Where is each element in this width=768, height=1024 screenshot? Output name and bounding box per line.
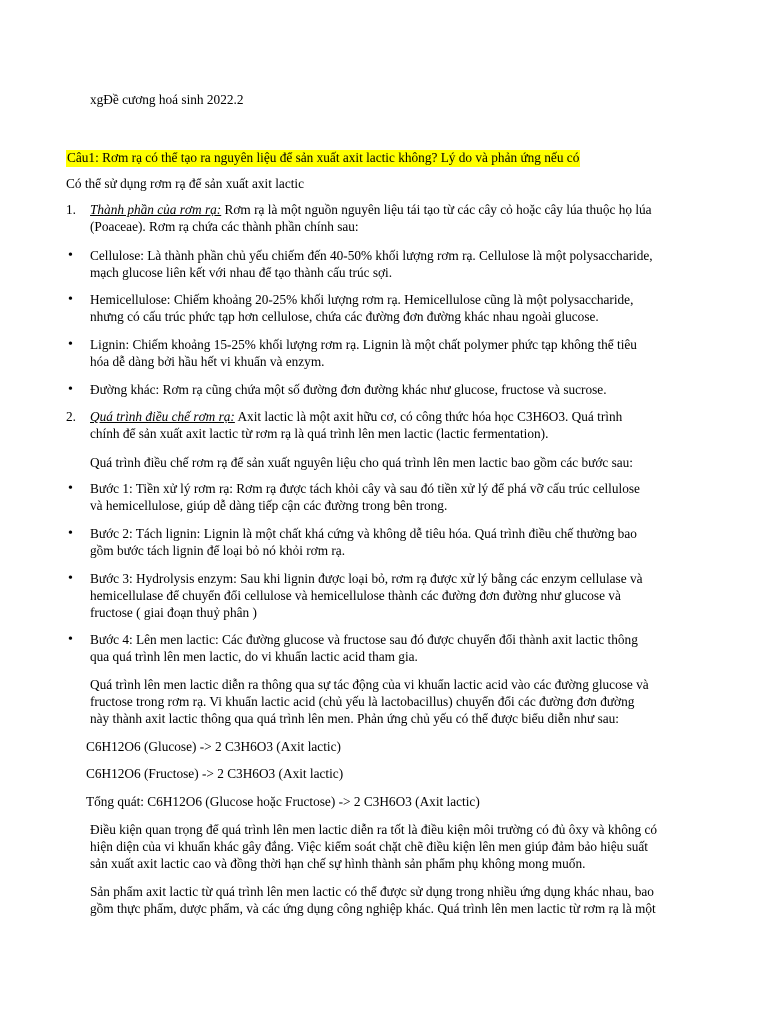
section-1-number: 1. — [66, 202, 76, 217]
section-2-line1: Axit lactic là một axit hữu cơ, có công thức hóa học C3H6O3. Quá trình — [234, 409, 623, 424]
list-item: fructose ( giai đoạn thuỷ phân ) — [90, 605, 257, 620]
bullet-dot: • — [68, 382, 73, 397]
paragraph: Quá trình điều chế rơm rạ để sản xuất nguyên liệu cho quá trình lên men lactic bao gồm các bước sau: — [90, 455, 633, 470]
equation-glucose: C6H12O6 (Glucose) -> 2 C3H6O3 (Axit lactic) — [86, 739, 341, 754]
section-1-line2: (Poaceae). Rơm rạ chứa các thành phần chính sau: — [90, 219, 359, 234]
list-item: Hemicellulose: Chiếm khoảng 20-25% khối lượng rơm rạ. Hemicellulose cũng là một polysaccharide, — [90, 292, 634, 307]
paragraph: gồm thực phẩm, dược phẩm, và các ứng dụng công nghiệp khác. Quá trình lên men lactic từ rơm rạ là một — [90, 901, 656, 916]
paragraph: hiện diện của vi khuẩn khác gây đắng. Việc kiểm soát chặt chẽ điều kiện lên men giúp đảm bảo hiệu suất — [90, 839, 648, 854]
bullet-dot: • — [68, 292, 73, 307]
bullet-dot: • — [68, 337, 73, 352]
section-1-line1: Rơm rạ là một nguồn nguyên liệu tái tạo từ các cây cỏ hoặc cây lúa thuộc họ lúa — [221, 202, 652, 217]
list-item: hóa dễ dàng bởi hầu hết vi khuẩn và enzym. — [90, 354, 325, 369]
paragraph: Quá trình lên men lactic diễn ra thông qua sự tác động của vi khuẩn lactic acid vào các đường glucose và — [90, 677, 649, 692]
paragraph: Điều kiện quan trọng để quá trình lên men lactic diễn ra tốt là điều kiện môi trường có đủ ôxy và không có — [90, 822, 658, 837]
paragraph: này thành axit lactic thông qua quá trình lên men. Phản ứng chủ yếu có thể được biểu diễn như sau: — [90, 711, 619, 726]
section-2-text — [90, 409, 690, 426]
list-item: gồm bước tách lignin để loại bỏ nó khỏi rơm rạ. — [90, 543, 346, 558]
list-item: mạch glucose liên kết với nhau để tạo thành cấu trúc sợi. — [90, 265, 393, 280]
bullet-dot: • — [68, 526, 73, 541]
equation-general: Tổng quát: C6H12O6 (Glucose hoặc Fructose) -> 2 C3H6O3 (Axit lactic) — [86, 794, 480, 809]
section-2-heading: Quá trình điều chế rơm rạ: — [90, 409, 235, 424]
section-2-number: 2. — [66, 409, 76, 424]
list-item: hemicellulase để chuyển đổi cellulose và hemicellulose thành các đường đơn đường như glucose và — [90, 588, 621, 603]
bullet-dot: • — [68, 632, 73, 647]
equation-fructose: C6H12O6 (Fructose) -> 2 C3H6O3 (Axit lactic) — [86, 766, 344, 781]
paragraph: sản xuất axit lactic cao và đồng thời hạn chế sự hình thành sản phẩm phụ không mong muốn. — [90, 856, 586, 871]
list-item: Bước 3: Hydrolysis enzym: Sau khi lignin được loại bỏ, rơm rạ được xử lý bằng các enzym cellulase và — [90, 571, 643, 586]
list-item: Lignin: Chiếm khoảng 15-25% khối lượng rơm rạ. Lignin là một chất polymer phức tạp không thể tiêu — [90, 337, 637, 352]
paragraph: fructose trong rơm rạ. Vi khuẩn lactic acid (chủ yếu là lactobacillus) chuyển đổi các đường đơn đường — [90, 694, 635, 709]
document-title: xgĐề cương hoá sinh 2022.2 — [90, 92, 244, 107]
list-item: Bước 4: Lên men lactic: Các đường glucose và fructose sau đó được chuyển đổi thành axit lactic thông — [90, 632, 638, 647]
list-item: qua quá trình lên men lactic, do vi khuẩn lactic acid tham gia. — [90, 649, 418, 664]
bullet-dot: • — [68, 248, 73, 263]
bullet-dot: • — [68, 571, 73, 586]
list-item: và hemicellulose, giúp dễ dàng tiếp cận các đường trong bên trong. — [90, 498, 448, 513]
section-1-heading: Thành phần của rơm rạ: — [90, 202, 222, 217]
bullet-dot: • — [68, 481, 73, 496]
section-1-text — [90, 202, 690, 219]
paragraph: Sản phẩm axit lactic từ quá trình lên men lactic có thể được sử dụng trong nhiều ứng dụng khác nhau, bao — [90, 884, 654, 899]
list-item: Đường khác: Rơm rạ cũng chứa một số đường đơn đường khác như glucose, fructose và sucrose. — [90, 382, 607, 397]
intro-text: Có thể sử dụng rơm rạ để sản xuất axit lactic — [66, 176, 305, 191]
question-highlight: Câu1: Rơm rạ có thể tạo ra nguyên liệu để sản xuất axit lactic không? Lý do và phản ứng nếu có — [67, 150, 580, 165]
list-item: nhưng có cấu trúc phức tạp hơn cellulose, chứa các đường đơn đường khác nhau ngoài glucose. — [90, 309, 599, 324]
list-item: Cellulose: Là thành phần chủ yếu chiếm đến 40-50% khối lượng rơm rạ. Cellulose là một polysaccharide, — [90, 248, 653, 263]
list-item: Bước 1: Tiền xử lý rơm rạ: Rơm rạ được tách khỏi cây và sau đó tiền xử lý để phá vỡ cấu trúc cellulose — [90, 481, 640, 496]
section-2-line2: chính để sản xuất axit lactic từ rơm rạ là quá trình lên men lactic (lactic fermentation). — [90, 426, 549, 441]
list-item: Bước 2: Tách lignin: Lignin là một chất khá cứng và không dễ tiêu hóa. Quá trình điều chế thường bao — [90, 526, 637, 541]
